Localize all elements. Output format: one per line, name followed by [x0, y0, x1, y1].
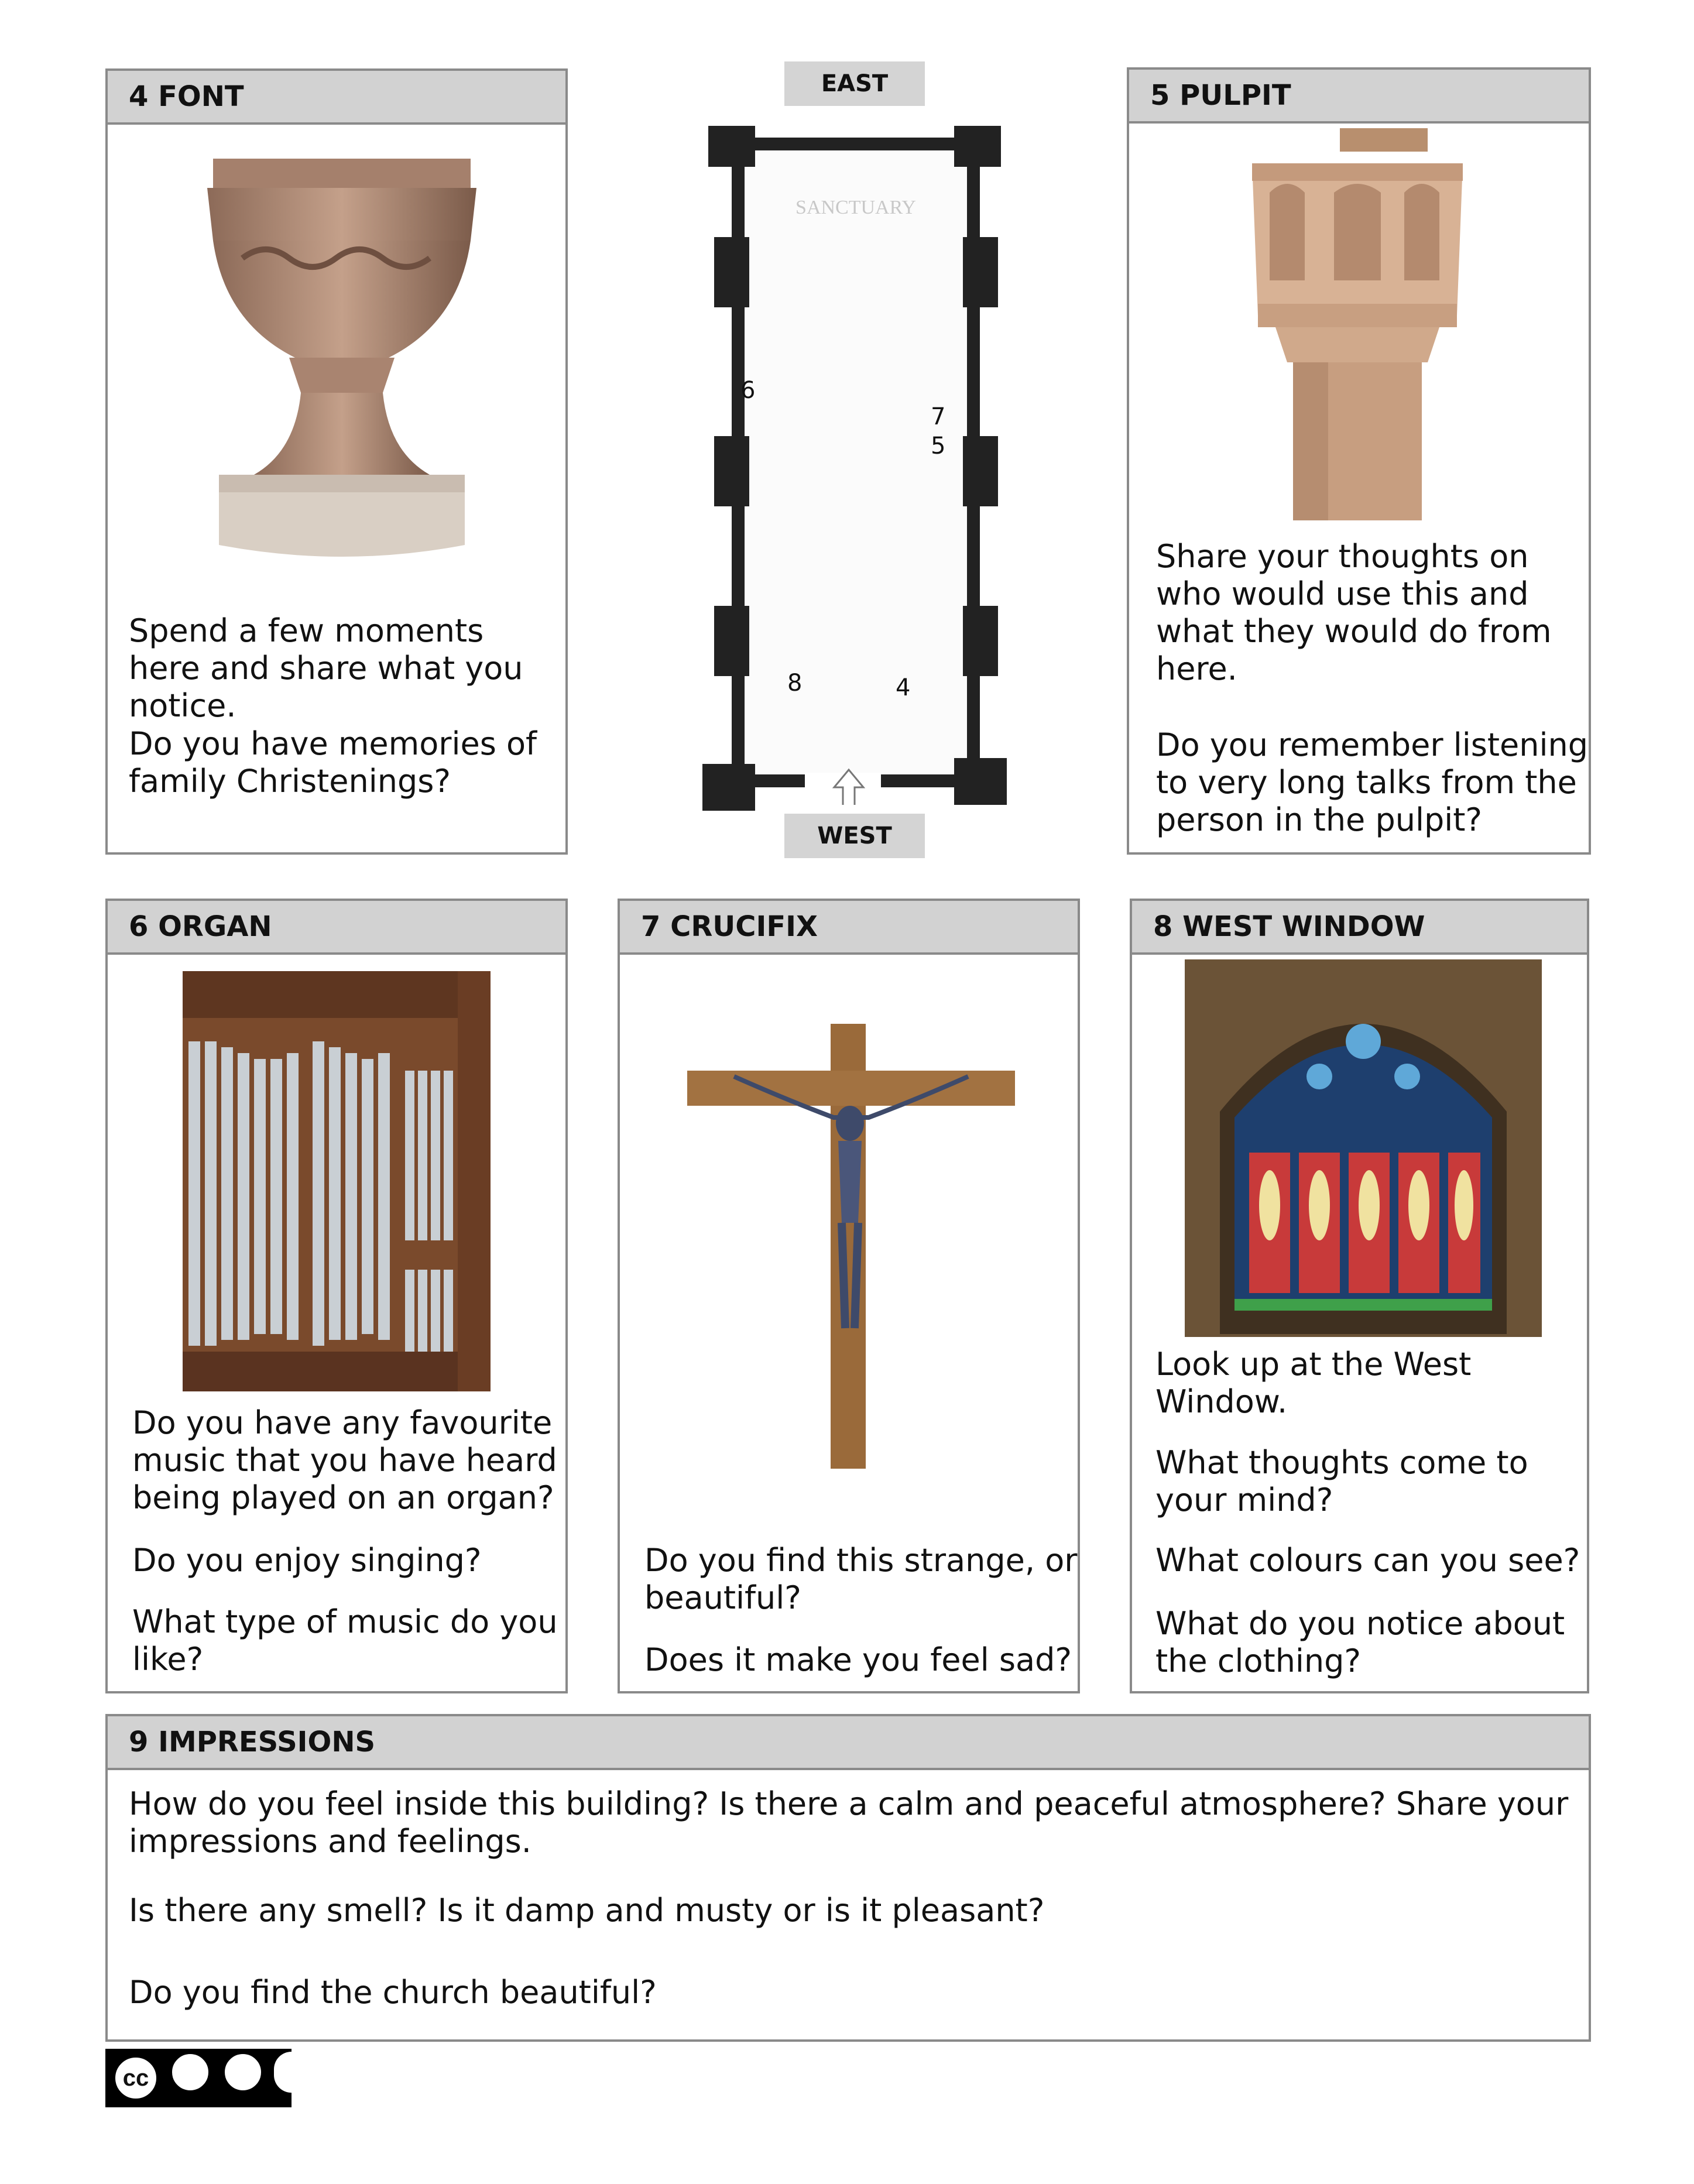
impressions-question-feel: How do you feel inside this building? Is there a calm and peaceful atmosphere? Share your impressions and feelings. [129, 1785, 1569, 1860]
card-organ [105, 899, 568, 1693]
impressions-question-beautiful: Do you find the church beautiful? [129, 1974, 657, 2011]
sanctuary-label: SANCTUARY [795, 197, 916, 218]
cc-icon: cc [112, 2055, 159, 2101]
card-title: 4 FONT [108, 71, 565, 125]
marker-6: 6 [740, 377, 756, 404]
window-prompt: Look up at the West Window. [1155, 1346, 1472, 1420]
font-question: Do you have memories of family Christenings? [129, 725, 537, 800]
crucifix-image [687, 1024, 1015, 1469]
font-prompt: Spend a few moments here and share what you notice. [129, 612, 523, 724]
crucifix-question-sad: Does it make you feel sad? [644, 1641, 1072, 1678]
pulpit-prompt: Share your thoughts on who would use this and what they would do from here. [1156, 538, 1552, 687]
card-font [105, 68, 568, 855]
card-crucifix [618, 899, 1080, 1693]
font-image [196, 147, 488, 568]
marker-8: 8 [787, 670, 803, 697]
window-question-thoughts: What thoughts come to your mind? [1155, 1444, 1528, 1518]
floor-plan [667, 61, 1030, 858]
organ-question-type: What type of music do you like? [132, 1603, 558, 1678]
sharealike-icon [274, 2052, 292, 2093]
card-title: 6 ORGAN [108, 901, 565, 955]
crucifix-question-strange: Do you find this strange, or beautiful? [644, 1542, 1078, 1616]
window-question-clothing: What do you notice about the clothing? [1155, 1605, 1565, 1679]
west-window-image [1185, 959, 1542, 1337]
noncommercial-icon [222, 2052, 263, 2093]
attribution-icon [170, 2052, 211, 2093]
card-west-window [1130, 899, 1589, 1693]
window-question-colours: What colours can you see? [1155, 1542, 1580, 1579]
card-pulpit [1127, 67, 1591, 855]
marker-5: 5 [931, 433, 946, 460]
organ-question-singing: Do you enjoy singing? [132, 1542, 482, 1579]
west-label: WEST [784, 814, 925, 858]
card-title: 9 IMPRESSIONS [108, 1716, 1589, 1770]
impressions-question-smell: Is there any smell? Is it damp and musty or is it pleasant? [129, 1892, 1045, 1929]
pulpit-question: Do you remember listening to very long talks from the person in the pulpit? [1156, 726, 1588, 838]
card-title: 5 PULPIT [1129, 70, 1589, 124]
east-label: EAST [784, 61, 925, 106]
church-plan-diagram [667, 108, 1030, 822]
organ-image [183, 971, 491, 1391]
marker-4: 4 [896, 674, 911, 701]
marker-7: 7 [931, 403, 946, 430]
card-title: 7 CRUCIFIX [620, 901, 1078, 955]
organ-question-music: Do you have any favourite music that you have heard being played on an organ? [132, 1404, 557, 1516]
card-title: 8 WEST WINDOW [1132, 901, 1587, 955]
pulpit-image [1240, 128, 1474, 526]
cc-license-badge[interactable] [105, 2049, 292, 2107]
card-impressions [105, 1714, 1591, 2042]
